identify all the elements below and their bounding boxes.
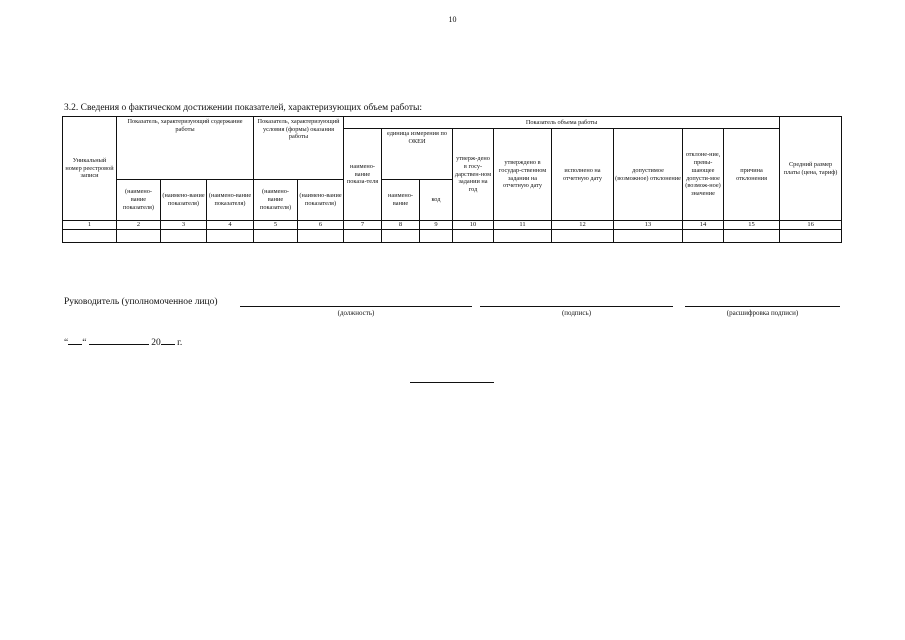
quote-close: “ bbox=[82, 338, 87, 348]
position-line[interactable] bbox=[240, 306, 472, 307]
header-conditions-param-1: (наимено-вание показателя) bbox=[254, 180, 298, 221]
column-number: 5 bbox=[254, 221, 298, 230]
quote-open: “ bbox=[64, 338, 69, 348]
header-approved-year: утверж-дено в госу-дарствен-ном задании на год bbox=[453, 129, 494, 221]
header-indicator-name: наимено-вание показа-теля bbox=[344, 129, 382, 221]
column-number: 13 bbox=[614, 221, 683, 230]
column-number: 9 bbox=[420, 221, 453, 230]
column-number: 7 bbox=[344, 221, 382, 230]
signature-label: Руководитель (уполномоченное лицо) bbox=[64, 297, 218, 307]
empty-cell bbox=[724, 229, 780, 242]
empty-cell bbox=[614, 229, 683, 242]
header-allowed-deviation: допустимое (возможное) отклонение bbox=[614, 129, 683, 221]
empty-cell bbox=[683, 229, 724, 242]
header-deviation-reason: причина отклонения bbox=[724, 129, 780, 221]
header-content-param-1: (наимено-вание показателя) bbox=[117, 180, 161, 221]
column-number: 16 bbox=[780, 221, 842, 230]
column-number: 10 bbox=[453, 221, 494, 230]
empty-cell bbox=[552, 229, 614, 242]
day-field[interactable] bbox=[68, 335, 82, 345]
header-content-param-3: (наимено-вание показателя) bbox=[207, 180, 254, 221]
signature-line[interactable] bbox=[480, 306, 673, 307]
empty-cell bbox=[298, 229, 344, 242]
empty-cell bbox=[344, 229, 382, 242]
column-number: 2 bbox=[117, 221, 161, 230]
column-number: 1 bbox=[63, 221, 117, 230]
header-content-indicator: Показатель, характеризующий содержание работы bbox=[117, 117, 254, 180]
date-line bbox=[64, 335, 182, 348]
empty-cell bbox=[161, 229, 207, 242]
report-table bbox=[62, 116, 842, 243]
empty-cell bbox=[494, 229, 552, 242]
section-title: 3.2. Сведения о фактическом достижении показателей, характеризующих объем работы: bbox=[64, 103, 423, 113]
header-average-fee: Средний размер платы (цена, тариф) bbox=[780, 117, 842, 221]
header-approved-date: утверждено в государ-ственном задании на отчетную дату bbox=[494, 129, 552, 221]
empty-cell bbox=[453, 229, 494, 242]
empty-cell bbox=[207, 229, 254, 242]
column-number: 8 bbox=[382, 221, 420, 230]
header-conditions-param-2: (наимено-вание показателя) bbox=[298, 180, 344, 221]
end-divider bbox=[410, 382, 494, 383]
empty-cell bbox=[117, 229, 161, 242]
column-number: 15 bbox=[724, 221, 780, 230]
header-content-param-2: (наимено-вание показателя) bbox=[161, 180, 207, 221]
column-number: 6 bbox=[298, 221, 344, 230]
header-unit: единица измерения по ОКЕИ bbox=[382, 129, 453, 180]
position-caption: (должность) bbox=[337, 309, 375, 317]
column-number: 3 bbox=[161, 221, 207, 230]
header-executed: исполнено на отчетную дату bbox=[552, 129, 614, 221]
empty-cell bbox=[382, 229, 420, 242]
year-suffix: г. bbox=[177, 338, 183, 348]
year-prefix: 20 bbox=[151, 338, 161, 348]
signature-caption: (подпись) bbox=[561, 309, 592, 317]
empty-cell bbox=[420, 229, 453, 242]
year-field[interactable] bbox=[161, 335, 175, 345]
empty-cell bbox=[254, 229, 298, 242]
decode-caption: (расшифровка подписи) bbox=[726, 309, 799, 317]
column-number: 4 bbox=[207, 221, 254, 230]
page-number: 10 bbox=[448, 15, 457, 24]
header-unit-code: код bbox=[420, 180, 453, 221]
signature-decode-line[interactable] bbox=[685, 306, 840, 307]
header-deviation-exceeding: отклоне-ние, превы-шающее допусти-мое (возмож-ное) значение bbox=[683, 129, 724, 221]
header-unit-name: наимено-вание bbox=[382, 180, 420, 221]
column-number: 11 bbox=[494, 221, 552, 230]
header-volume-indicator: Показатель объема работы bbox=[344, 117, 780, 129]
header-unique-number: Уникальный номер реестровой записи bbox=[63, 117, 117, 221]
empty-cell bbox=[780, 229, 842, 242]
month-field[interactable] bbox=[89, 335, 149, 345]
column-number: 12 bbox=[552, 221, 614, 230]
empty-cell bbox=[63, 229, 117, 242]
table-row bbox=[63, 229, 842, 242]
header-conditions-indicator: Показатель, характеризующий условия (формы) оказания работы bbox=[254, 117, 344, 180]
column-number: 14 bbox=[683, 221, 724, 230]
